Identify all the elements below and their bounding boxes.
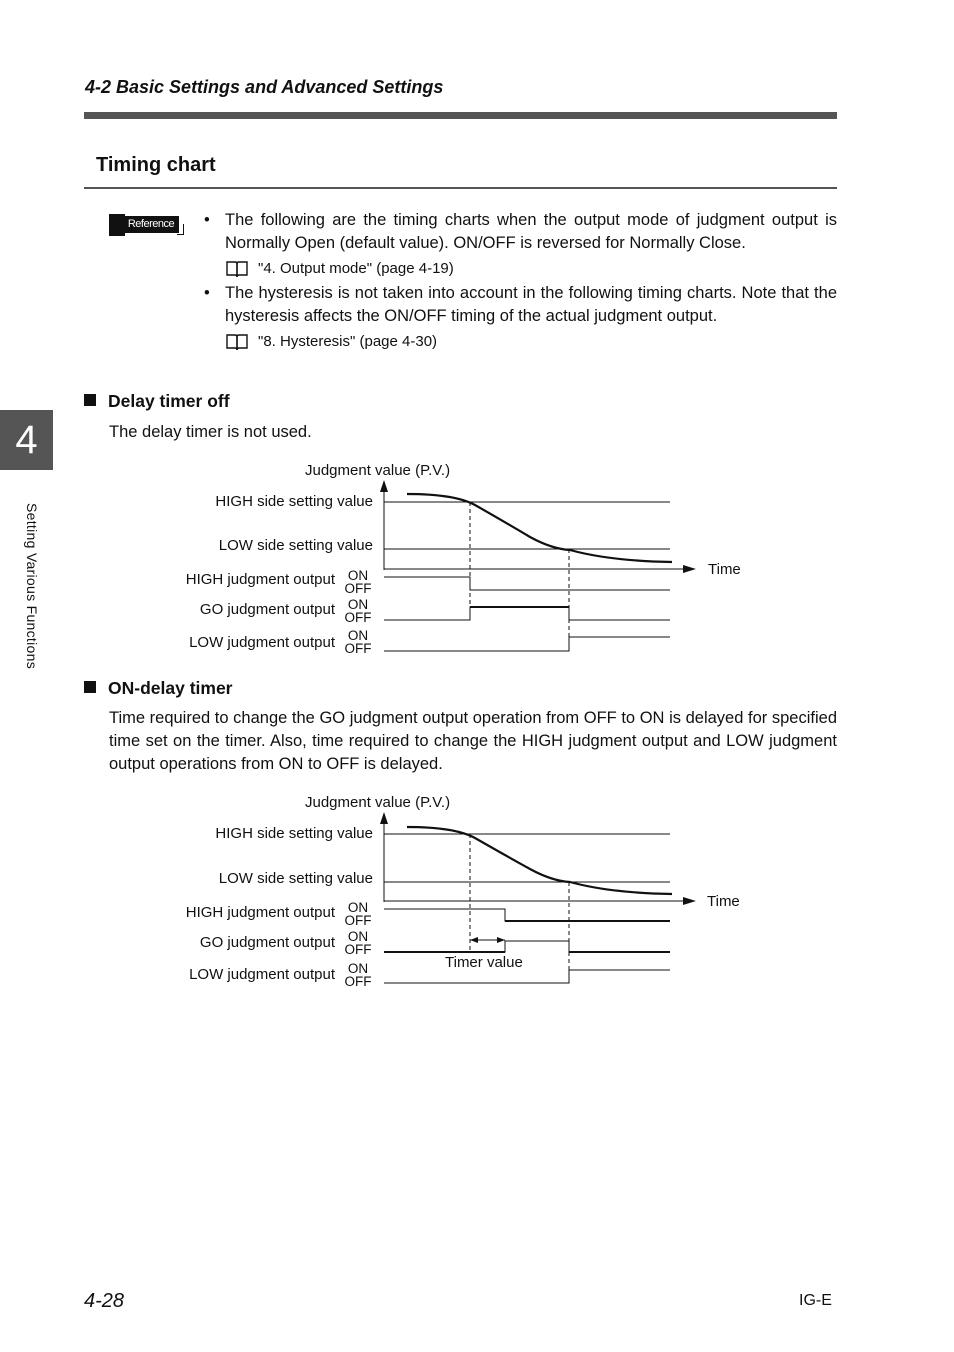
high-output-label: HIGH judgment output — [185, 571, 335, 588]
on-off-legend: ON OFF — [344, 900, 372, 928]
page-number: 4-28 — [84, 1290, 125, 1312]
section-description: Time required to change the GO judgment output operation from OFF to ON is delayed for specified time set on the timer. Also, time required to change the HIGH judgment output and LOW judgment output operations from ON to OFF is delayed. — [109, 709, 837, 773]
on-off-legend: ON OFF — [344, 961, 372, 989]
square-bullet-icon — [84, 681, 96, 693]
high-setting-label: HIGH side setting value — [215, 825, 373, 842]
x-axis-label: Time — [707, 893, 740, 910]
chapter-tab: 4 — [0, 410, 53, 470]
low-output-label: LOW judgment output — [189, 634, 335, 651]
low-output-label: LOW judgment output — [189, 966, 335, 983]
note-text: The hysteresis is not taken into account in the following timing charts. Note that the hysteresis affects the ON/OFF timing of the actual judgment output. — [225, 284, 837, 325]
on-off-legend: ON OFF — [344, 597, 372, 625]
square-bullet-icon — [84, 394, 96, 406]
y-axis-label: Judgment value (P.V.) — [305, 794, 451, 811]
high-setting-label: HIGH side setting value — [215, 493, 373, 510]
on-off-legend: ON OFF — [344, 929, 372, 957]
note-item: • The following are the timing charts when the output mode of judgment output is Normally Open (default value). ON/OFF is reversed for Normally Close. — [204, 211, 837, 252]
high-output-label: HIGH judgment output — [185, 904, 335, 921]
page-reference-text: "4. Output mode" (page 4-19) — [258, 260, 454, 277]
on-off-legend: ON OFF — [344, 628, 372, 656]
reference-badge-label: Reference — [123, 216, 179, 233]
section-heading-delay-off: Delay timer off — [84, 391, 230, 412]
go-output-label: GO judgment output — [199, 934, 335, 951]
low-setting-label: LOW side setting value — [218, 870, 373, 887]
on-off-legend: ON OFF — [344, 568, 372, 596]
page-reference[interactable] — [204, 256, 837, 282]
low-setting-label: LOW side setting value — [218, 537, 373, 554]
page-reference-text: "8. Hysteresis" (page 4-30) — [258, 333, 438, 350]
header-bar — [84, 112, 837, 119]
section-description: The delay timer is not used. — [109, 423, 312, 441]
reference-notes — [204, 209, 837, 355]
book-icon — [226, 333, 248, 351]
go-output-label: GO judgment output — [199, 601, 335, 618]
page-title: Timing chart — [96, 154, 216, 176]
reference-badge — [109, 214, 183, 236]
section-heading-on-delay: ON-delay timer — [84, 678, 232, 699]
chapter-side-label: Setting Various Functions — [24, 503, 40, 669]
note-text: The following are the timing charts when the output mode of judgment output is Normally Open (default value). ON/OFF is reversed for Normally Close. — [225, 211, 837, 252]
document-code: IG-E — [799, 1292, 832, 1309]
section-header: 4-2 Basic Settings and Advanced Settings — [85, 77, 444, 97]
book-icon — [226, 260, 248, 278]
timer-value-label: Timer value — [445, 954, 523, 971]
x-axis-label: Time — [708, 561, 741, 578]
heading-rule — [84, 187, 837, 189]
page-reference[interactable] — [204, 329, 837, 355]
note-item: • The hysteresis is not taken into account in the following timing charts. Note that the hysteresis affects the ON/OFF timing of the actual judgment output. — [204, 284, 837, 325]
y-axis-label: Judgment value (P.V.) — [305, 462, 451, 479]
